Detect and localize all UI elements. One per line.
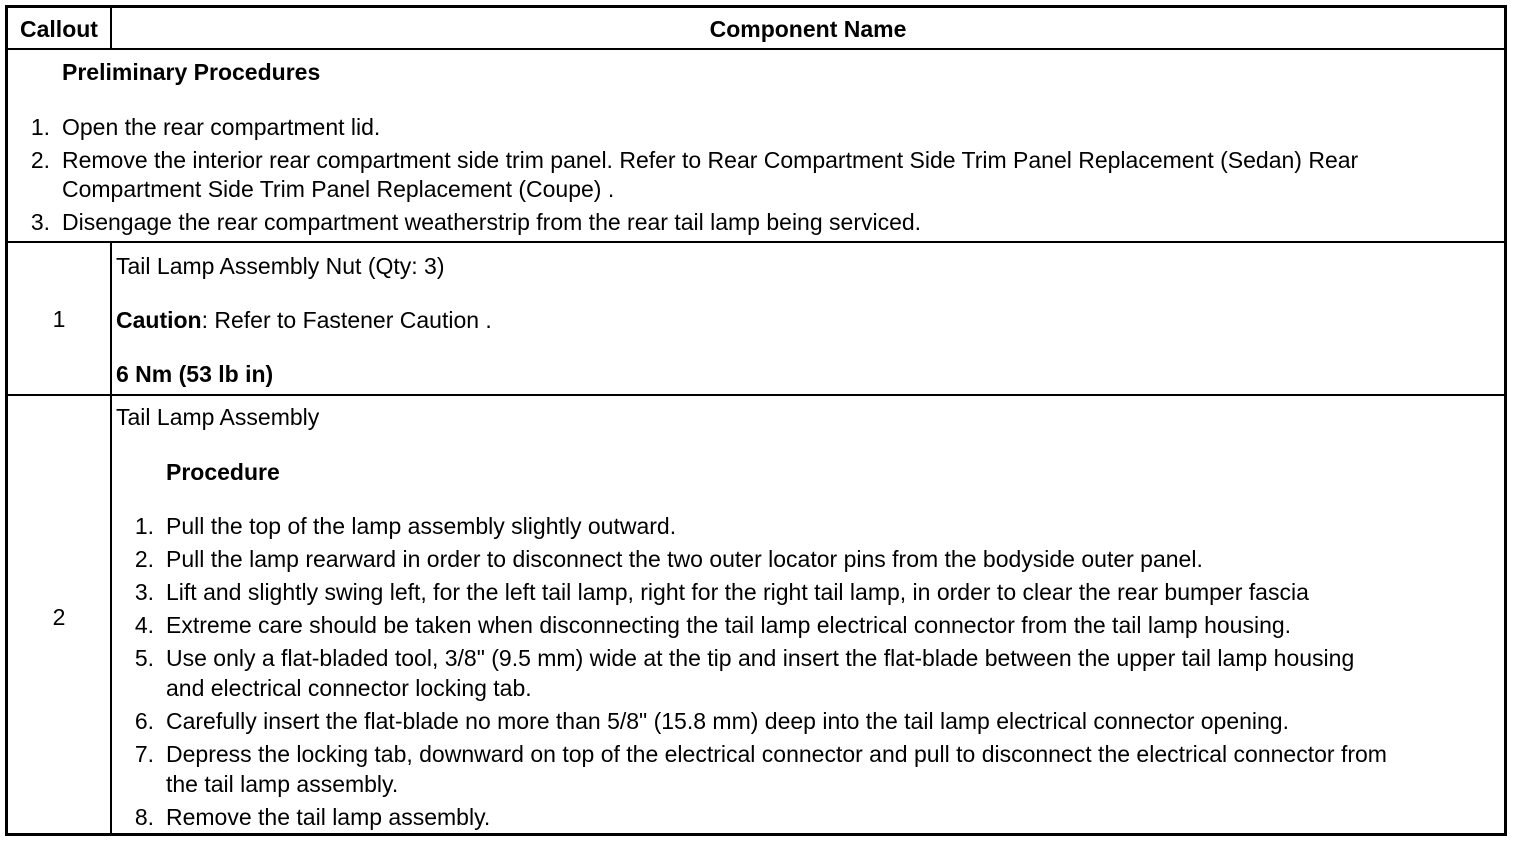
row-column-divider xyxy=(110,241,112,394)
caution-label: Caution xyxy=(116,307,202,333)
callout-number: 2 xyxy=(52,604,66,630)
procedure-step-number: 2. xyxy=(134,546,154,572)
row-column-divider xyxy=(110,394,112,833)
procedure-step-text: Pull the top of the lamp assembly slightly outward. xyxy=(166,513,677,539)
callout-column-header: Callout xyxy=(20,16,98,42)
preliminary-step-text-continued: Compartment Side Trim Panel Replacement (Coupe) . xyxy=(62,176,615,202)
procedure-step-text: Depress the locking tab, downward on top of the electrical connector and pull to disconnect the electrical connector from xyxy=(166,741,1387,767)
procedure-step-number: 3. xyxy=(134,579,154,605)
procedure-step-text-continued: the tail lamp assembly. xyxy=(166,771,399,797)
procedure-step-text: Lift and slightly swing left, for the left tail lamp, right for the right tail lamp, in order to clear the rear bumper fascia xyxy=(166,579,1309,605)
procedure-step-number: 4. xyxy=(134,612,154,638)
preliminary-step-text: Remove the interior rear compartment side trim panel. Refer to Rear Compartment Side Trim Panel Replacement (Sedan) Rear xyxy=(62,147,1359,173)
procedure-step-text: Carefully insert the flat-blade no more than 5/8" (15.8 mm) deep into the tail lamp electrical connector opening. xyxy=(166,708,1289,734)
procedure-step-number: 5. xyxy=(134,645,154,671)
procedure-step-number: 6. xyxy=(134,708,154,734)
preliminary-step-number: 2. xyxy=(30,147,50,173)
caution-note xyxy=(116,305,492,335)
row-divider xyxy=(8,241,1504,243)
caution-text: : Refer to Fastener Caution . xyxy=(201,307,492,333)
header-divider xyxy=(8,48,1504,50)
procedure-step-text: Extreme care should be taken when disconnecting the tail lamp electrical connector from the tail lamp housing. xyxy=(166,612,1292,638)
preliminary-step-number: 1. xyxy=(30,114,50,140)
preliminary-step-text: Disengage the rear compartment weatherstrip from the rear tail lamp being serviced. xyxy=(62,209,922,235)
preliminary-step-text: Open the rear compartment lid. xyxy=(62,114,381,140)
component-name: Tail Lamp Assembly Nut (Qty: 3) xyxy=(116,253,445,279)
procedure-step-number: 7. xyxy=(134,741,154,767)
procedure-step-text-continued: and electrical connector locking tab. xyxy=(166,675,532,701)
procedure-step-text: Remove the tail lamp assembly. xyxy=(166,804,491,830)
component-name: Tail Lamp Assembly xyxy=(116,404,320,430)
component-name-column-header: Component Name xyxy=(709,16,907,42)
procedure-step-number: 1. xyxy=(134,513,154,539)
preliminary-step-number: 3. xyxy=(30,209,50,235)
procedure-title: Procedure xyxy=(166,459,280,485)
component-table xyxy=(5,5,1507,836)
procedure-step-text: Use only a flat-bladed tool, 3/8" (9.5 mm) wide at the tip and insert the flat-blade between the upper tail lamp housing xyxy=(166,645,1355,671)
row-divider xyxy=(8,394,1504,396)
preliminary-procedures-title: Preliminary Procedures xyxy=(62,59,321,85)
callout-number: 1 xyxy=(52,306,66,332)
torque-spec: 6 Nm (53 lb in) xyxy=(116,361,274,387)
procedure-step-text: Pull the lamp rearward in order to disconnect the two outer locator pins from the bodyside outer panel. xyxy=(166,546,1203,572)
procedure-step-number: 8. xyxy=(134,804,154,830)
